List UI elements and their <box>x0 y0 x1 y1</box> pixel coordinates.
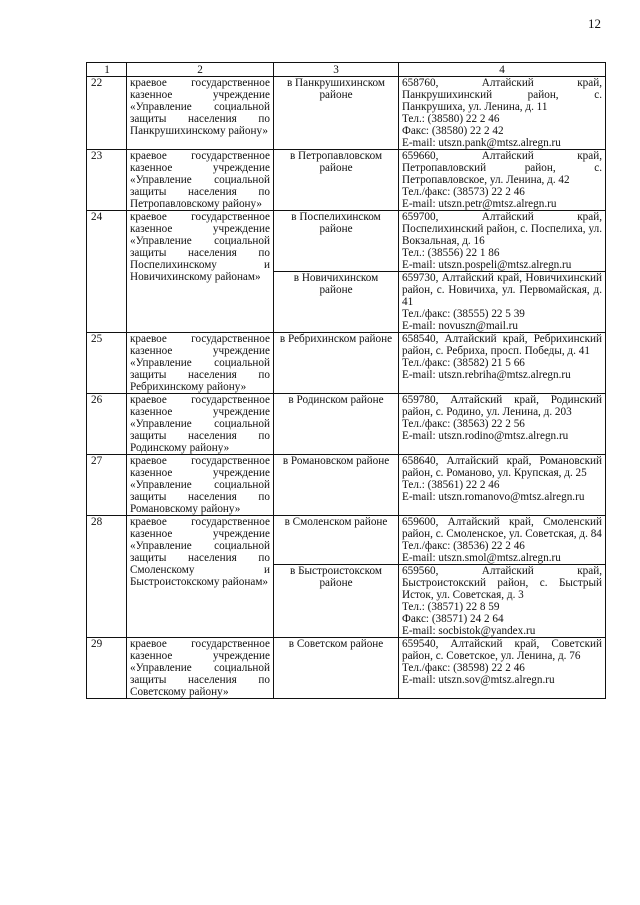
institution-name: краевое государственное казенное учреждение «Управление социальной защиты населения по Поспелихинскому и Новичихинскому районам» <box>127 211 274 333</box>
district-cell: в Советском районе <box>274 638 399 699</box>
district-cell: в Поспелихинском районе <box>274 211 399 272</box>
row-number: 24 <box>87 211 127 333</box>
contact-cell: 658760, Алтайский край, Панкрушихинский район, с. Панкрушиха, ул. Ленина, д. 11 Тел.: (38580) 22 2 46 Факс: (38580) 22 2 42 E-mail: utszn.pank@mtsz.alregn.ru <box>399 77 606 150</box>
institution-name: краевое государственное казенное учреждение «Управление социальной защиты населения по Родинскому району» <box>127 394 274 455</box>
contact-cell: 659660, Алтайский край, Петропавловский район, с. Петропавловское, ул. Ленина, д. 42 Тел./факс: (38573) 22 2 46 E-mail: utszn.petr@mtsz.alregn.ru <box>399 150 606 211</box>
row-number: 26 <box>87 394 127 455</box>
district-cell: в Романовском районе <box>274 455 399 516</box>
row-number: 28 <box>87 516 127 638</box>
table-row <box>87 394 606 455</box>
contact-cell: 659730, Алтайский край, Новичихинский район, с. Новичиха, ул. Первомайская, д. 41 Тел./факс: (38555) 22 5 39 E-mail: novuszn@mail.ru <box>399 272 606 333</box>
row-number: 23 <box>87 150 127 211</box>
contact-cell: 659700, Алтайский край, Поспелихинский район, с. Поспелиха, ул. Вокзальная, д. 16 Тел.: (38556) 22 1 86 E-mail: utszn.pospeli@mtsz.alregn.ru <box>399 211 606 272</box>
table-body <box>87 77 606 699</box>
page-number: 12 <box>588 16 601 31</box>
header-col-1: 1 <box>87 63 127 77</box>
table-row <box>87 455 606 516</box>
table-row <box>87 150 606 211</box>
header-row <box>87 63 606 77</box>
contact-cell: 659560, Алтайский край, Быстроистокский район, с. Быстрый Исток, ул. Советская, д. 3 Тел.: (38571) 22 8 59 Факс: (38571) 24 2 64 E-mail: socbistok@yandex.ru <box>399 565 606 638</box>
row-number: 22 <box>87 77 127 150</box>
contact-cell: 658640, Алтайский край, Романовский район, с. Романово, ул. Крупская, д. 25 Тел.: (38561) 22 2 46 E-mail: utszn.romanovo@mtsz.alregn.ru <box>399 455 606 516</box>
institution-name: краевое государственное казенное учреждение «Управление социальной защиты населения по Советскому району» <box>127 638 274 699</box>
district-cell: в Быстроистокском районе <box>274 565 399 638</box>
institution-name: краевое государственное казенное учреждение «Управление социальной защиты населения по Петропавловскому району» <box>127 150 274 211</box>
table-row <box>87 516 606 565</box>
institution-name: краевое государственное казенное учреждение «Управление социальной защиты населения по Смоленскому и Быстроистокскому районам» <box>127 516 274 638</box>
table-row <box>87 333 606 394</box>
contact-cell: 659600, Алтайский край, Смоленский район, с. Смоленское, ул. Советская, д. 84 Тел./факс: (38536) 22 2 46 E-mail: utszn.smol@mtsz.alregn.ru <box>399 516 606 565</box>
contact-cell: 658540, Алтайский край, Ребрихинский район, с. Ребриха, просп. Победы, д. 41 Тел./факс: (38582) 21 5 66 E-mail: utszn.rebriha@mtsz.alregn.ru <box>399 333 606 394</box>
institution-name: краевое государственное казенное учреждение «Управление социальной защиты населения по Романовскому району» <box>127 455 274 516</box>
row-number: 29 <box>87 638 127 699</box>
table-row <box>87 211 606 272</box>
header-col-2: 2 <box>127 63 274 77</box>
district-cell: в Новичихинском районе <box>274 272 399 333</box>
row-number: 27 <box>87 455 127 516</box>
institution-name: краевое государственное казенное учреждение «Управление социальной защиты населения по Панкрушихинскому району» <box>127 77 274 150</box>
header-col-3: 3 <box>274 63 399 77</box>
contact-cell: 659540, Алтайский край, Советский район, с. Советское, ул. Ленина, д. 76 Тел./факс: (38598) 22 2 46 E-mail: utszn.sov@mtsz.alregn.ru <box>399 638 606 699</box>
district-cell: в Панкрушихинском районе <box>274 77 399 150</box>
row-number: 25 <box>87 333 127 394</box>
district-cell: в Петропавловском районе <box>274 150 399 211</box>
table-row <box>87 638 606 699</box>
district-cell: в Родинском районе <box>274 394 399 455</box>
header-col-4: 4 <box>399 63 606 77</box>
table-header <box>87 63 606 77</box>
district-cell: в Ребрихинском районе <box>274 333 399 394</box>
institution-name: краевое государственное казенное учреждение «Управление социальной защиты населения по Ребрихинскому району» <box>127 333 274 394</box>
district-cell: в Смоленском районе <box>274 516 399 565</box>
contact-cell: 659780, Алтайский край, Родинский район, с. Родино, ул. Ленина, д. 203 Тел./факс: (38563) 22 2 56 E-mail: utszn.rodino@mtsz.alregn.ru <box>399 394 606 455</box>
table-row <box>87 77 606 150</box>
registry-table <box>86 62 606 699</box>
